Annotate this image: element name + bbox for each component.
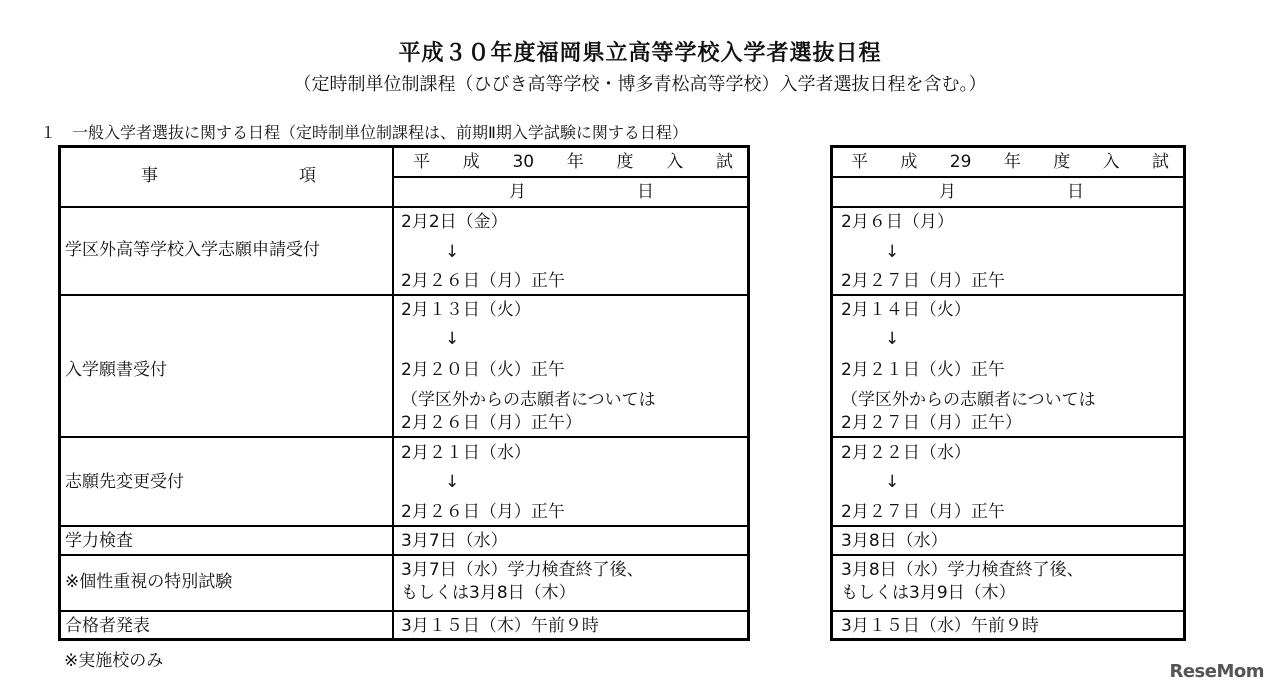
row-item: 入学願書受付 — [65, 360, 167, 380]
date-text: 2月２６日（月）正午） — [401, 413, 582, 433]
header-item-char: 事 — [141, 166, 158, 186]
row-item: ※個性重視の特別試験 — [65, 572, 233, 592]
resemom-logo: ReseMom — [1169, 661, 1264, 682]
date-text: 2月2日（金） — [401, 212, 508, 232]
schedule-table-h30 — [58, 145, 750, 641]
header-year29 — [851, 152, 1169, 172]
arrow-down-icon: ↓ — [885, 329, 900, 349]
header-char: 試 — [1151, 152, 1169, 172]
row-item: 学力検査 — [65, 531, 133, 551]
header-char: 成 — [462, 152, 480, 172]
date-text: 2月２７日（月）正午） — [841, 413, 1022, 433]
divider — [392, 148, 394, 638]
arrow-down-icon: ↓ — [885, 472, 900, 492]
header-char: 年 — [1003, 152, 1021, 172]
header-char: 29 — [949, 152, 972, 172]
date-text: 3月7日（水） — [401, 531, 508, 551]
date-text: （学区外からの志願者については — [401, 390, 656, 410]
date-text: 3月１５日（水）午前９時 — [841, 616, 1039, 636]
header-char: 度 — [616, 152, 634, 172]
date-text: 3月8日（水）学力検査終了後、 — [841, 560, 1084, 580]
header-year30 — [413, 152, 733, 172]
date-text: 3月１５日（木）午前９時 — [401, 616, 599, 636]
row-item: 志願先変更受付 — [65, 472, 184, 492]
date-text: 2月２６日（月）正午 — [401, 502, 565, 522]
header-char: 日 — [637, 182, 654, 202]
divider — [833, 610, 1183, 612]
header-char: 月 — [509, 182, 526, 202]
header-char: 試 — [715, 152, 733, 172]
divider — [833, 176, 1183, 178]
header-char: 入 — [1102, 152, 1120, 172]
date-text: 3月8日（水） — [841, 531, 948, 551]
divider — [61, 206, 747, 208]
date-text: もしくは3月9日（木） — [841, 583, 1016, 603]
divider — [833, 294, 1183, 296]
divider — [61, 436, 747, 438]
section-heading: １ 一般入学者選抜に関する日程（定時制単位制課程は、前期Ⅱ期入学試験に関する日程） — [40, 123, 688, 142]
date-text: （学区外からの志願者については — [841, 390, 1096, 410]
divider — [61, 554, 747, 556]
header-monthday — [939, 182, 1084, 202]
row-item: 合格者発表 — [65, 616, 150, 636]
divider — [833, 206, 1183, 208]
header-char: 成 — [900, 152, 918, 172]
arrow-down-icon: ↓ — [445, 472, 460, 492]
date-text: 2月２６日（月）正午 — [401, 271, 565, 291]
date-text: 2月２７日（月）正午 — [841, 502, 1005, 522]
arrow-down-icon: ↓ — [885, 242, 900, 262]
divider — [833, 525, 1183, 527]
divider — [61, 294, 747, 296]
header-char: 平 — [413, 152, 430, 172]
header-monthday — [509, 182, 654, 202]
divider — [61, 610, 747, 612]
header-char: 30 — [512, 152, 535, 172]
header-item-char: 項 — [299, 166, 316, 186]
date-text: 3月7日（水）学力検査終了後、 — [401, 560, 644, 580]
date-text: 2月２１日（火）正午 — [841, 360, 1005, 380]
page-subtitle: （定時制単位制課程（ひびき高等学校・博多青松高等学校）入学者選抜日程を含む。） — [293, 74, 987, 95]
schedule-table-h29 — [830, 145, 1186, 641]
date-text: 2月２７日（月）正午 — [841, 271, 1005, 291]
header-char: 日 — [1067, 182, 1084, 202]
row-item: 学区外高等学校入学志願申請受付 — [65, 240, 320, 260]
header-char: 月 — [939, 182, 956, 202]
date-text: もしくは3月8日（木） — [401, 583, 576, 603]
footnote: ※実施校のみ — [64, 651, 164, 671]
page-title: 平成３０年度福岡県立高等学校入学者選抜日程 — [398, 41, 882, 66]
date-text: 2月２０日（火）正午 — [401, 360, 565, 380]
header-char: 年 — [566, 152, 584, 172]
date-text: 2月２１日（水） — [401, 443, 531, 463]
date-text: 2月１４日（火） — [841, 300, 971, 320]
divider — [392, 176, 747, 178]
header-item — [141, 166, 316, 186]
date-text: 2月１３日（火） — [401, 300, 531, 320]
header-char: 入 — [666, 152, 684, 172]
arrow-down-icon: ↓ — [445, 329, 460, 349]
divider — [833, 554, 1183, 556]
arrow-down-icon: ↓ — [445, 242, 460, 262]
divider — [61, 525, 747, 527]
date-text: 2月２２日（水） — [841, 443, 971, 463]
header-char: 度 — [1053, 152, 1071, 172]
divider — [833, 436, 1183, 438]
date-text: 2月６日（月） — [841, 212, 954, 232]
header-char: 平 — [851, 152, 868, 172]
